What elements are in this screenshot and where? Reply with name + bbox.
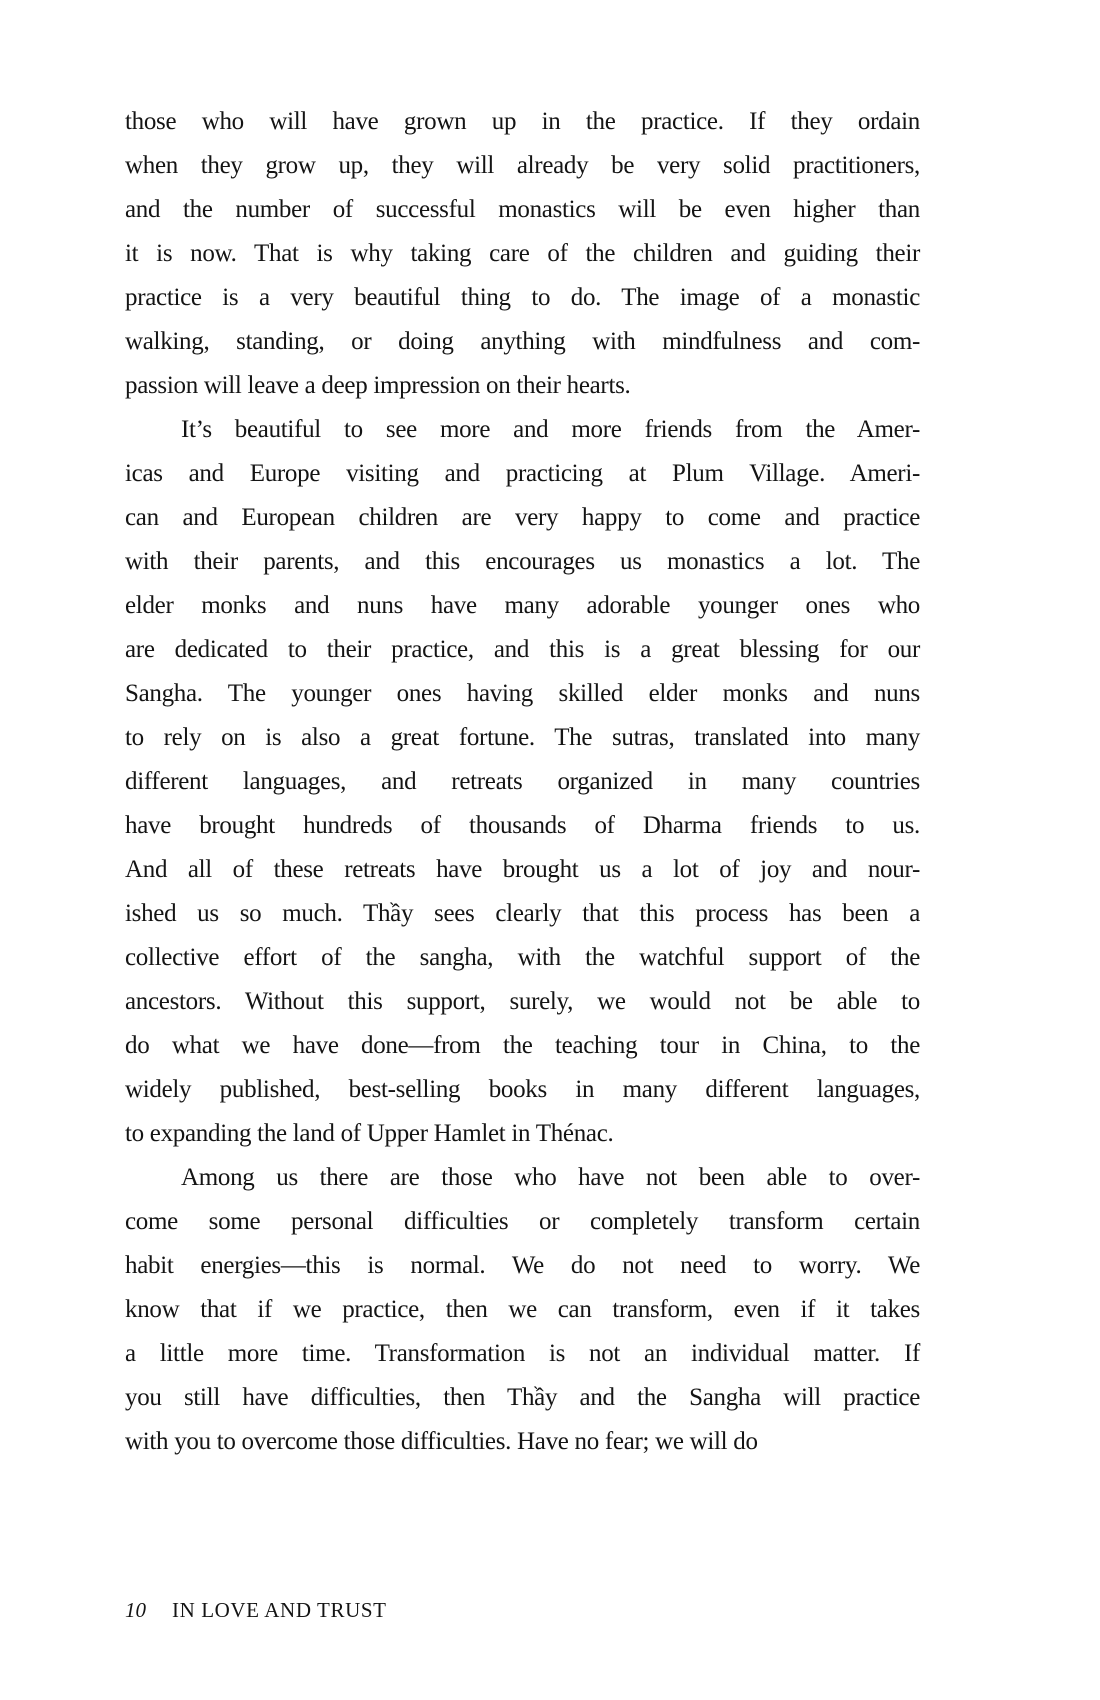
- text-line: elder monks and nuns have many adorable younger ones who: [125, 592, 920, 619]
- text-line: to expanding the land of Upper Hamlet in Thénac.: [125, 1120, 614, 1147]
- text-block: [125, 100, 920, 1464]
- page-number: 10: [125, 1598, 146, 1622]
- text-line: have brought hundreds of thousands of Dharma friends to us.: [125, 812, 920, 839]
- text-line: different languages, and retreats organized in many countries: [125, 768, 920, 795]
- text-line: ished us so much. Thầy sees clearly that this process has been a: [125, 900, 920, 927]
- page-footer: [125, 1595, 387, 1625]
- text-line: It’s beautiful to see more and more friends from the Amer-: [181, 416, 920, 443]
- text-line: know that if we practice, then we can transform, even if it takes: [125, 1296, 920, 1323]
- text-line: And all of these retreats have brought us a lot of joy and nour-: [125, 856, 920, 883]
- text-line: do what we have done—from the teaching tour in China, to the: [125, 1032, 920, 1059]
- text-line: you still have difficulties, then Thầy and the Sangha will practice: [125, 1384, 920, 1411]
- text-line: collective effort of the sangha, with the watchful support of the: [125, 944, 920, 971]
- text-line: Among us there are those who have not been able to over-: [181, 1164, 920, 1191]
- text-line: Sangha. The younger ones having skilled elder monks and nuns: [125, 680, 920, 707]
- text-line: with you to overcome those difficulties. Have no fear; we will do: [125, 1428, 758, 1455]
- text-line: ancestors. Without this support, surely, we would not be able to: [125, 988, 920, 1015]
- text-line: to rely on is also a great fortune. The sutras, translated into many: [125, 724, 920, 751]
- text-line: can and European children are very happy to come and practice: [125, 504, 920, 531]
- text-line: icas and Europe visiting and practicing at Plum Village. Ameri-: [125, 460, 920, 487]
- text-line: with their parents, and this encourages us monastics a lot. The: [125, 548, 920, 575]
- text-line: and the number of successful monastics will be even higher than: [125, 196, 920, 223]
- text-line: when they grow up, they will already be very solid practitioners,: [125, 152, 920, 179]
- text-line: are dedicated to their practice, and this is a great blessing for our: [125, 636, 920, 663]
- text-line: practice is a very beautiful thing to do. The image of a monastic: [125, 284, 920, 311]
- text-line: it is now. That is why taking care of the children and guiding their: [125, 240, 920, 267]
- text-line: walking, standing, or doing anything with mindfulness and com-: [125, 328, 920, 355]
- text-line: a little more time. Transformation is not an individual matter. If: [125, 1340, 920, 1367]
- text-line: come some personal difficulties or completely transform certain: [125, 1208, 920, 1235]
- text-line: those who will have grown up in the practice. If they ordain: [125, 108, 920, 135]
- text-line: passion will leave a deep impression on their hearts.: [125, 372, 631, 399]
- text-line: widely published, best-selling books in many different languages,: [125, 1076, 920, 1103]
- running-title: IN LOVE AND TRUST: [172, 1598, 387, 1622]
- text-line: habit energies—this is normal. We do not need to worry. We: [125, 1252, 920, 1279]
